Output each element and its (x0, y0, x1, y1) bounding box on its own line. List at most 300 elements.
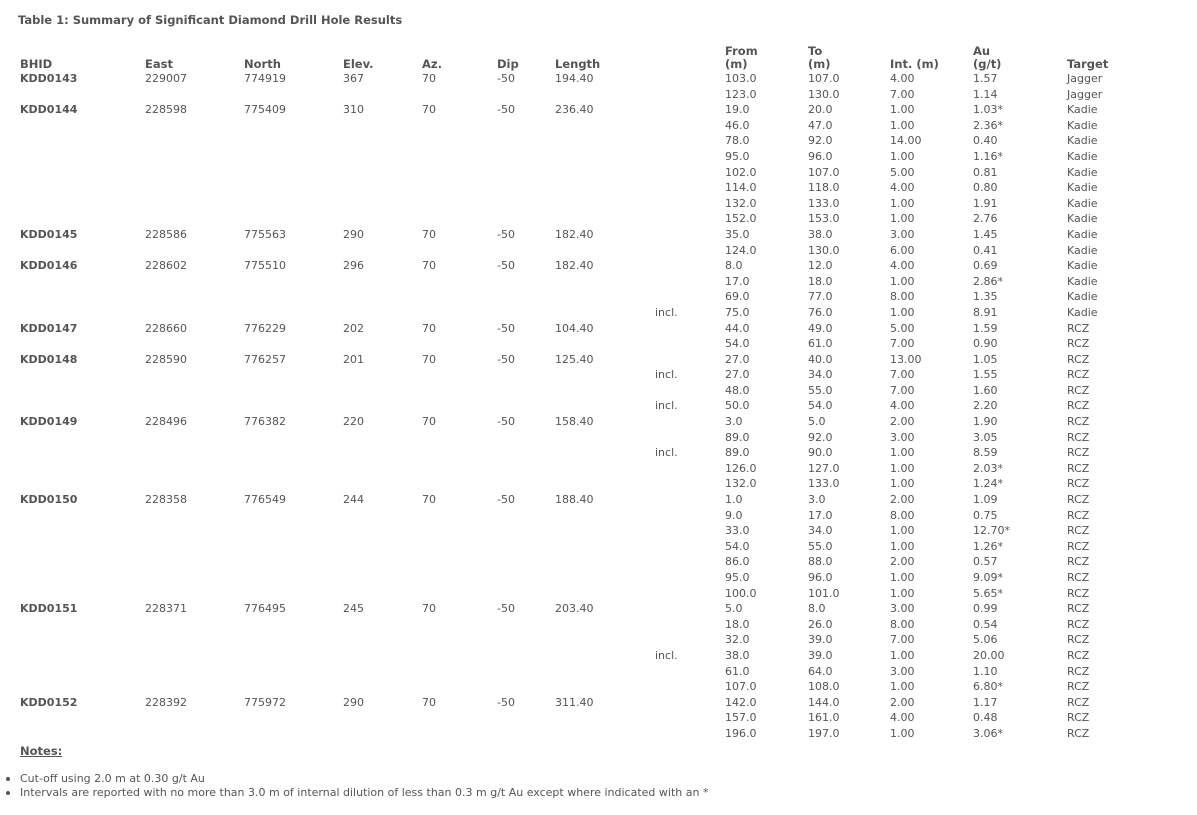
table-cell: 70 (422, 321, 436, 335)
table-cell (20, 149, 145, 165)
column-header: Int. (m) (890, 57, 939, 71)
table-cell: 5.65* (973, 586, 1003, 600)
table-cell: 0.75 (973, 508, 998, 522)
table-cell: 3.00 (890, 430, 915, 444)
table-cell (655, 679, 725, 695)
table-cell (497, 632, 555, 648)
table-cell: 2.86* (973, 274, 1003, 288)
table-cell (343, 87, 422, 103)
table-row (20, 87, 1160, 103)
table-cell (20, 118, 145, 134)
table-cell: 5.00 (890, 165, 915, 179)
table-row (20, 710, 1160, 726)
table-cell (20, 508, 145, 524)
table-cell: 1.00 (890, 118, 915, 132)
table-cell: 4.00 (890, 181, 915, 195)
table-cell (422, 274, 497, 290)
table-cell (343, 710, 422, 726)
table-cell (20, 274, 145, 290)
table-cell: 123.0 (725, 87, 757, 101)
table-cell: Kadie (1067, 134, 1098, 148)
table-cell: 33.0 (725, 524, 750, 538)
table-cell (422, 336, 497, 352)
table-cell (555, 274, 655, 290)
table-cell (555, 196, 655, 212)
table-cell: -50 (497, 493, 515, 507)
table-cell: 127.0 (808, 461, 840, 475)
table-cell: 153.0 (808, 212, 840, 226)
table-cell: 107.0 (808, 72, 840, 85)
table-cell (244, 336, 343, 352)
table-cell: 290 (343, 695, 364, 709)
table-cell (343, 570, 422, 586)
table-cell: 203.40 (555, 602, 594, 616)
table-cell (422, 632, 497, 648)
table-cell: KDD0152 (20, 695, 78, 709)
table-cell (422, 367, 497, 383)
table-cell: 69.0 (725, 290, 750, 304)
table-cell (655, 710, 725, 726)
table-cell: 61.0 (808, 337, 833, 351)
table-cell: RCZ (1067, 508, 1090, 522)
table-row (20, 695, 1160, 711)
table-cell: 96.0 (808, 149, 833, 163)
table-cell (422, 710, 497, 726)
table-cell: 130.0 (808, 243, 840, 257)
table-cell: incl. (655, 446, 678, 460)
table-cell (422, 679, 497, 695)
table-cell: -50 (497, 695, 515, 709)
table-cell (555, 165, 655, 181)
table-cell (422, 383, 497, 399)
table-row (20, 492, 1160, 508)
table-cell: 2.20 (973, 399, 998, 413)
table-cell (145, 367, 244, 383)
table-cell (555, 726, 655, 742)
table-cell: 228660 (145, 321, 187, 335)
table-cell: Kadie (1067, 103, 1098, 117)
table-cell: RCZ (1067, 602, 1090, 616)
table-cell: Jagger (1067, 72, 1103, 85)
table-cell: 34.0 (808, 368, 833, 382)
table-cell (422, 149, 497, 165)
table-row (20, 336, 1160, 352)
table-cell: 96.0 (808, 571, 833, 584)
table-cell: 228590 (145, 352, 187, 366)
table-cell: 100.0 (725, 586, 757, 600)
table-cell: RCZ (1067, 539, 1090, 553)
table-cell (555, 430, 655, 446)
table-row (20, 445, 1160, 461)
table-cell: 0.54 (973, 617, 998, 631)
table-cell: 1.00 (890, 477, 915, 491)
table-cell (555, 476, 655, 492)
table-cell (655, 196, 725, 212)
table-cell (244, 586, 343, 602)
table-cell (655, 554, 725, 570)
table-cell: 5.00 (890, 321, 915, 335)
table-cell (244, 289, 343, 305)
table-cell: 228598 (145, 103, 187, 117)
table-cell (244, 679, 343, 695)
table-cell (555, 617, 655, 633)
table-cell (555, 289, 655, 305)
table-cell: -50 (497, 227, 515, 241)
table-cell: 14.00 (890, 134, 922, 148)
table-cell (497, 289, 555, 305)
table-cell (244, 476, 343, 492)
table-cell: 92.0 (808, 134, 833, 148)
table-cell: 1.00 (890, 524, 915, 538)
table-cell (244, 196, 343, 212)
column-header: Au (g/t) (973, 44, 1002, 71)
table-cell: 182.40 (555, 259, 594, 273)
table-cell: RCZ (1067, 680, 1090, 694)
table-cell: 1.24* (973, 477, 1003, 491)
table-cell: 39.0 (808, 633, 833, 647)
table-cell (20, 632, 145, 648)
table-cell: 1.16* (973, 149, 1003, 163)
table-cell (145, 664, 244, 680)
table-row (20, 632, 1160, 648)
table-body (20, 71, 1160, 742)
table-cell: 0.80 (973, 181, 998, 195)
table-cell: 130.0 (808, 87, 840, 101)
table-cell: 236.40 (555, 103, 594, 117)
table-cell (343, 461, 422, 477)
table-cell (655, 336, 725, 352)
table-row (20, 274, 1160, 290)
table-row (20, 617, 1160, 633)
table-cell (422, 617, 497, 633)
table-cell: 152.0 (725, 212, 757, 226)
table-cell (422, 165, 497, 181)
table-cell: 133.0 (808, 196, 840, 210)
table-cell (555, 508, 655, 524)
table-cell (145, 118, 244, 134)
table-cell: 0.69 (973, 259, 998, 273)
table-cell (20, 243, 145, 259)
table-row (20, 118, 1160, 134)
table-cell (555, 523, 655, 539)
table-cell: Kadie (1067, 274, 1098, 288)
drill-results-table (20, 43, 1160, 742)
table-cell: KDD0144 (20, 103, 78, 117)
table-cell: 244 (343, 493, 364, 507)
table-cell: 70 (422, 72, 436, 85)
table-cell: 125.40 (555, 352, 594, 366)
table-cell: 50.0 (725, 399, 750, 413)
notes-list (0, 772, 708, 800)
table-cell (244, 274, 343, 290)
table-cell: incl. (655, 305, 678, 319)
table-title: Table 1: Summary of Significant Diamond Drill Hole Results (18, 13, 403, 27)
table-cell (555, 710, 655, 726)
table-cell (655, 523, 725, 539)
table-cell (497, 133, 555, 149)
table-cell: 196.0 (725, 726, 757, 740)
table-cell: 775409 (244, 103, 286, 117)
table-cell (20, 305, 145, 321)
table-cell (497, 430, 555, 446)
table-cell (497, 664, 555, 680)
table-cell (422, 118, 497, 134)
table-cell: 55.0 (808, 539, 833, 553)
table-cell (145, 726, 244, 742)
table-cell: 0.48 (973, 711, 998, 725)
table-cell: 1.90 (973, 415, 998, 429)
table-cell (145, 196, 244, 212)
table-cell: 55.0 (808, 383, 833, 397)
table-cell (145, 476, 244, 492)
table-cell: KDD0147 (20, 321, 78, 335)
table-cell (555, 570, 655, 586)
table-cell: RCZ (1067, 415, 1090, 429)
table-cell (422, 648, 497, 664)
table-cell (145, 211, 244, 227)
table-cell (497, 476, 555, 492)
column-header: Dip (497, 57, 519, 71)
table-cell (497, 617, 555, 633)
table-cell (20, 165, 145, 181)
table-cell: 3.06* (973, 726, 1003, 740)
table-row (20, 570, 1160, 586)
table-cell (655, 71, 725, 87)
table-cell: RCZ (1067, 571, 1090, 584)
table-cell (497, 180, 555, 196)
table-cell (555, 336, 655, 352)
table-cell: 3.0 (808, 493, 826, 507)
table-cell: 8.59 (973, 446, 998, 460)
table-cell (343, 632, 422, 648)
table-cell: Kadie (1067, 212, 1098, 226)
table-cell: RCZ (1067, 461, 1090, 475)
table-cell: 1.35 (973, 290, 998, 304)
table-cell: 89.0 (725, 446, 750, 460)
table-cell: 1.00 (890, 274, 915, 288)
table-cell: 8.00 (890, 617, 915, 631)
table-cell (20, 539, 145, 555)
table-cell: 104.40 (555, 321, 594, 335)
table-cell (244, 726, 343, 742)
table-cell (655, 243, 725, 259)
table-cell (555, 149, 655, 165)
table-cell (244, 305, 343, 321)
table-cell (555, 664, 655, 680)
table-cell (20, 726, 145, 742)
table-cell (244, 243, 343, 259)
table-cell (343, 243, 422, 259)
table-cell: RCZ (1067, 617, 1090, 631)
table-cell: KDD0146 (20, 259, 78, 273)
table-cell: 1.00 (890, 539, 915, 553)
table-cell (145, 679, 244, 695)
table-cell: 1.00 (890, 586, 915, 600)
table-cell (497, 336, 555, 352)
table-cell: 101.0 (808, 586, 840, 600)
table-cell: 161.0 (808, 711, 840, 725)
table-cell (145, 632, 244, 648)
table-cell (555, 383, 655, 399)
table-cell (343, 336, 422, 352)
table-cell (343, 133, 422, 149)
table-cell: 90.0 (808, 446, 833, 460)
table-cell: 1.45 (973, 227, 998, 241)
table-cell (244, 133, 343, 149)
table-cell (555, 305, 655, 321)
table-cell (497, 648, 555, 664)
table-cell: 0.81 (973, 165, 998, 179)
notes-title: Notes: (20, 744, 63, 758)
table-cell: 201 (343, 352, 364, 366)
table-cell: 9.09* (973, 571, 1003, 584)
table-cell: 19.0 (725, 103, 750, 117)
table-cell: 188.40 (555, 493, 594, 507)
table-cell: Kadie (1067, 181, 1098, 195)
table-cell (497, 445, 555, 461)
table-cell: RCZ (1067, 352, 1090, 366)
table-cell (20, 196, 145, 212)
table-cell (145, 383, 244, 399)
table-cell: -50 (497, 72, 515, 85)
table-cell: 61.0 (725, 664, 750, 678)
table-cell (145, 554, 244, 570)
table-cell: 54.0 (808, 399, 833, 413)
table-cell: 1.00 (890, 571, 915, 584)
table-cell: KDD0143 (20, 72, 78, 85)
table-cell: 6.00 (890, 243, 915, 257)
table-cell: 70 (422, 227, 436, 241)
table-cell: RCZ (1067, 633, 1090, 647)
table-cell: 78.0 (725, 134, 750, 148)
table-cell: 2.00 (890, 695, 915, 709)
table-cell: Kadie (1067, 305, 1098, 319)
table-row (20, 102, 1160, 118)
table-cell (343, 118, 422, 134)
table-cell: 12.0 (808, 259, 833, 273)
table-cell (20, 586, 145, 602)
table-cell: 95.0 (725, 149, 750, 163)
table-cell: 70 (422, 352, 436, 366)
table-cell (497, 508, 555, 524)
table-cell: -50 (497, 321, 515, 335)
table-cell (145, 87, 244, 103)
table-row (20, 523, 1160, 539)
table-cell (20, 211, 145, 227)
table-cell: 70 (422, 602, 436, 616)
table-cell: 2.00 (890, 555, 915, 569)
table-cell (145, 508, 244, 524)
table-row (20, 664, 1160, 680)
table-cell (145, 133, 244, 149)
table-cell (244, 508, 343, 524)
table-cell (244, 539, 343, 555)
table-cell: 1.00 (890, 461, 915, 475)
table-row (20, 679, 1160, 695)
table-cell (343, 367, 422, 383)
table-row (20, 227, 1160, 243)
table-cell: -50 (497, 352, 515, 366)
table-cell: 7.00 (890, 87, 915, 101)
table-cell (20, 523, 145, 539)
table-cell: Kadie (1067, 227, 1098, 241)
table-cell: 38.0 (808, 227, 833, 241)
table-cell (20, 430, 145, 446)
table-cell: 245 (343, 602, 364, 616)
column-header (655, 43, 725, 71)
table-cell: 3.00 (890, 227, 915, 241)
table-cell: 132.0 (725, 196, 757, 210)
table-cell: 8.91 (973, 305, 998, 319)
table-cell (555, 586, 655, 602)
table-row (20, 554, 1160, 570)
table-cell: 776257 (244, 352, 286, 366)
table-cell (555, 118, 655, 134)
table-cell (422, 726, 497, 742)
table-cell (343, 508, 422, 524)
table-cell (655, 617, 725, 633)
table-cell: 27.0 (725, 368, 750, 382)
table-cell (145, 305, 244, 321)
table-cell: 290 (343, 227, 364, 241)
table-cell (244, 632, 343, 648)
table-cell: RCZ (1067, 446, 1090, 460)
table-row (20, 586, 1160, 602)
table-cell (145, 570, 244, 586)
table-cell (655, 227, 725, 243)
table-row (20, 383, 1160, 399)
table-cell: 132.0 (725, 477, 757, 491)
table-cell (343, 430, 422, 446)
table-cell (244, 180, 343, 196)
table-cell: 1.10 (973, 664, 998, 678)
table-row (20, 149, 1160, 165)
table-cell: 774919 (244, 72, 286, 85)
table-cell (145, 648, 244, 664)
table-cell (343, 617, 422, 633)
table-cell (145, 461, 244, 477)
table-cell: 202 (343, 321, 364, 335)
table-cell (343, 648, 422, 664)
table-cell (555, 554, 655, 570)
table-cell (555, 243, 655, 259)
table-cell (497, 710, 555, 726)
table-cell: 40.0 (808, 352, 833, 366)
table-cell: 367 (343, 72, 364, 85)
table-cell: 89.0 (725, 430, 750, 444)
table-cell (555, 133, 655, 149)
table-cell (422, 305, 497, 321)
table-cell: 182.40 (555, 227, 594, 241)
table-cell: 8.0 (725, 259, 743, 273)
table-cell (655, 586, 725, 602)
table-cell (497, 118, 555, 134)
table-cell: 75.0 (725, 305, 750, 319)
table-cell (422, 664, 497, 680)
table-cell (497, 243, 555, 259)
table-cell (145, 523, 244, 539)
table-cell (655, 492, 725, 508)
table-cell: 776382 (244, 415, 286, 429)
table-cell (244, 398, 343, 414)
table-cell (343, 165, 422, 181)
table-cell: incl. (655, 648, 678, 662)
table-cell (244, 149, 343, 165)
table-cell: 70 (422, 259, 436, 273)
table-cell: 18.0 (808, 274, 833, 288)
table-cell (555, 632, 655, 648)
table-cell: 1.17 (973, 695, 998, 709)
